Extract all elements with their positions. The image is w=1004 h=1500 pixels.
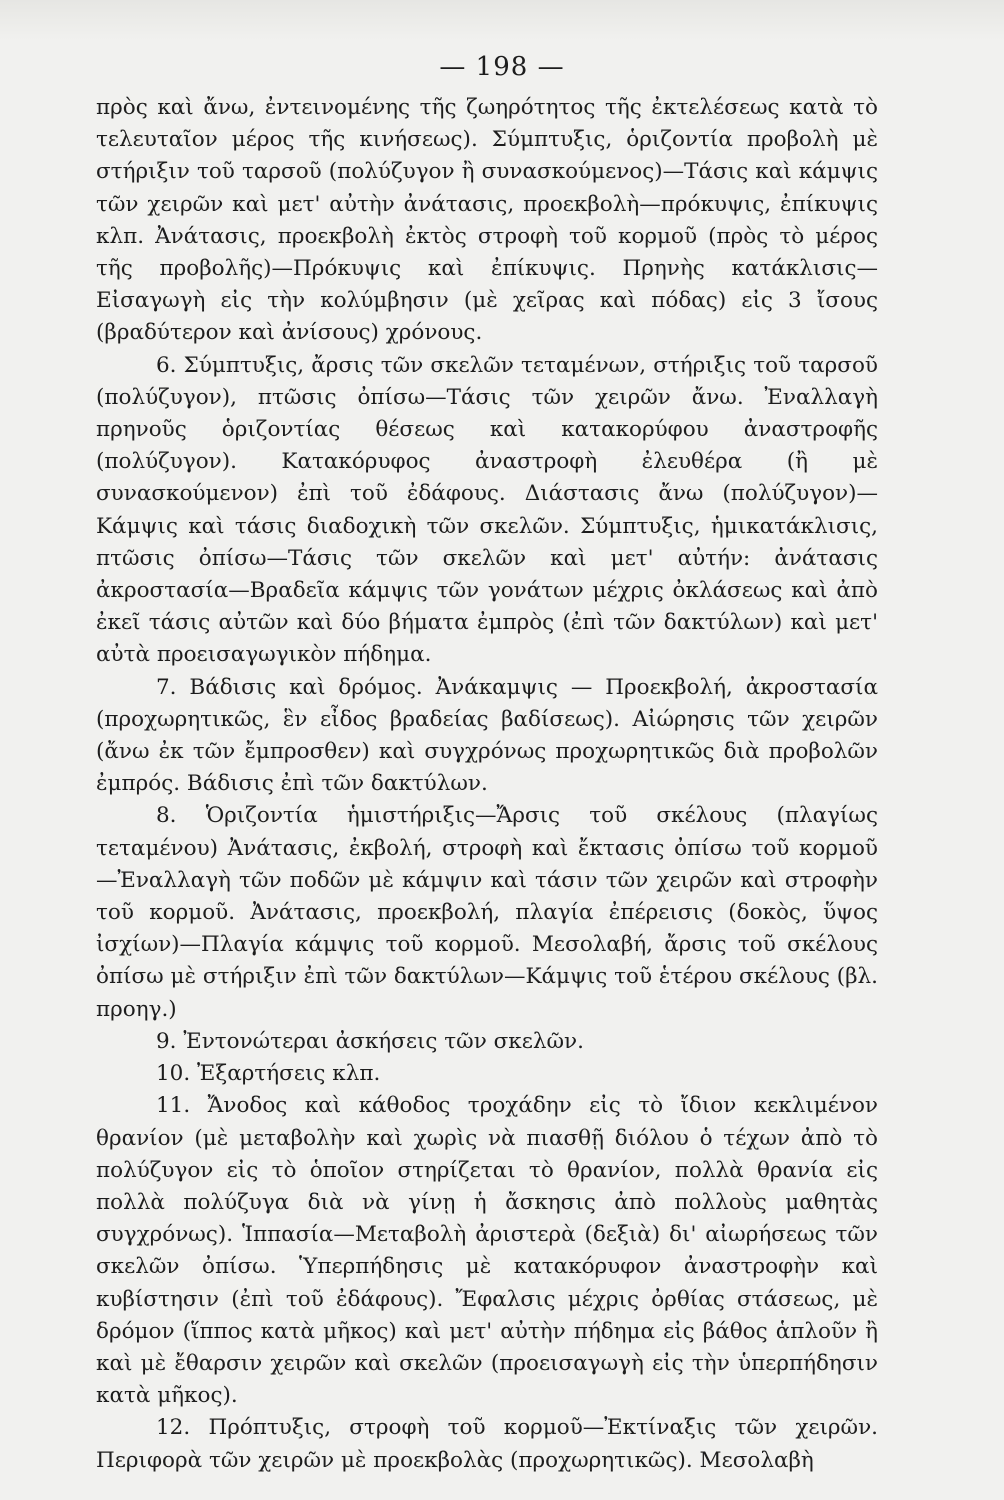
paragraph-item-8: 8. Ὁριζοντία ἡμιστήριξις—Ἄρσις τοῦ σκέλους (πλαγίως τεταμένου) Ἀνάτασις, ἐκβολή, στροφὴ καὶ ἔκτασις ὀπίσω τοῦ κορμοῦ —Ἐναλλαγὴ τῶν ποδῶν μὲ κάμψιν καὶ τάσιν τῶν χειρῶν καὶ στροφὴν τοῦ κορμοῦ. Ἀνάτασις, προεκβολή, πλαγία ἐπέρεισις (δοκὸς, ὕψος ἰσχίων)—Πλαγία κάμψις τοῦ κορμοῦ. Μεσολαβή, ἄρσις τοῦ σκέλους ὀπίσω μὲ στήριξιν ἐπὶ τῶν δακτύλων—Κάμψις τοῦ ἑτέρου σκέλους (βλ. προηγ.) [96,803,879,1022]
paragraph-item-12: 12. Πρόπτυξις, στροφὴ τοῦ κορμοῦ—Ἐκτίναξις τῶν χειρῶν. Περιφορὰ τῶν χειρῶν μὲ προεκβολὰς (προχωρητικῶς). Μεσολαβὴ [96,1415,878,1473]
show-through-from-previous-page [0,0,1004,40]
paragraph-continuation: πρὸς καὶ ἄνω, ἐντεινομένης τῆς ζωηρότητος τῆς ἐκτελέσεως κατὰ τὸ τελευταῖον μέρος τῆς κινήσεως). Σύμπτυξις, ὁριζοντία προβολὴ μὲ στήριξιν τοῦ ταρσοῦ (πολύζυγον ἢ συνασκούμενος)—Τάσις καὶ κάμψις τῶν χειρῶν καὶ μετ' αὐτὴν ἀνάτασις, προεκβολὴ—πρόκυψις, ἐπίκυψις κλπ. Ἀνάτασις, προεκβολὴ ἐκτὸς στροφὴ τοῦ κορμοῦ (πρὸς τὸ μέρος τῆς προβολῆς)—Πρόκυψις καὶ ἐπίκυψις. Πρηνὴς κατάκλισις—Εἰσαγωγὴ εἰς τὴν κολύμβησιν (μὲ χεῖρας καὶ πόδας) εἰς 3 ἴσους (βραδύτερον καὶ ἀνίσους) χρόνους. [96,95,878,346]
paragraph-item-11: 11. Ἄνοδος καὶ κάθοδος τροχάδην εἰς τὸ ἴδιον κεκλιμένον θρανίον (μὲ μεταβολὴν καὶ χωρὶς νὰ πιασθῇ διόλου ὁ τέχων ἀπὸ τὸ πολύζυγον εἰς τὸ ὁποῖον στηρίζεται τὸ θρανίον, πολλὰ θρανία εἰς πολλὰ πολύζυγα διὰ νὰ γίνῃ ἡ ἄσκησις ἀπὸ πολλοὺς μαθητὰς συγχρόνως). Ἱππασία—Μεταβολὴ ἀριστερὰ (δεξιὰ) δι' αἰωρήσεως τῶν σκελῶν ὀπίσω. Ὑπερπήδησις μὲ κατακόρυφον ἀναστροφὴν καὶ κυβίστησιν (ἐπὶ τοῦ ἐδάφους). Ἔφαλσις μέχρις ὀρθίας στάσεως, μὲ δρόμον (ἵππος κατὰ μῆκος) καὶ μετ' αὐτὴν πήδημα εἰς βάθος ἁπλοῦν ἢ καὶ μὲ ἔθαρσιν χειρῶν καὶ σκελῶν (προεισαγωγὴ εἰς τὴν ὑπερπήδησιν κατὰ μῆκος). [96,1093,878,1409]
page-number: — 198 — [439,52,565,82]
paragraph-item-10: 10. Ἐξαρτήσεις κλπ. [156,1061,381,1087]
body-text [96,92,878,1477]
paragraph-item-6: 6. Σύμπτυξις, ἄρσις τῶν σκελῶν τεταμένων, στήριξις τοῦ ταρσοῦ (πολύζυγον), πτῶσις ὀπίσω—Τάσις τῶν χειρῶν ἄνω. Ἐναλλαγὴ πρηνοῦς ὁριζοντίας θέσεως καὶ κατακορύφου ἀναστροφῆς (πολύζυγον). Κατακόρυφος ἀναστροφὴ ἐλευθέρα (ἢ μὲ συνασκούμενον) ἐπὶ τοῦ ἐδάφους. Διάστασις ἄνω (πολύζυγον)—Κάμψις καὶ τάσις διαδοχικὴ τῶν σκελῶν. Σύμπτυξις, ἡμικατάκλισις, πτῶσις ὀπίσω—Τάσις τῶν σκελῶν καὶ μετ' αὐτήν: ἀνάτασις ἀκροστασία—Βραδεῖα κάμψις τῶν γονάτων μέχρις ὀκλάσεως καὶ ἀπὸ ἐκεῖ τάσις αὐτῶν καὶ δύο βήματα ἐμπρὸς (ἐπὶ τῶν δακτύλων) καὶ μετ' αὐτὰ προεισαγωγικὸν πήδημα. [96,352,878,668]
paragraph-item-7: 7. Βάδισις καὶ δρόμος. Ἀνάκαμψις — Προεκβολή, ἀκροστασία (προχωρητικῶς, ἓν εἶδος βραδείας βαδίσεως). Αἰώρησις τῶν χειρῶν (ἄνω ἐκ τῶν ἔμπροσθεν) καὶ συγχρόνως προχωρητικῶς διὰ προβολῶν ἐμπρός. Βάδισις ἐπὶ τῶν δακτύλων. [96,674,878,797]
paragraph-item-9: 9. Ἐντονώτεραι ἀσκήσεις τῶν σκελῶν. [156,1028,584,1054]
